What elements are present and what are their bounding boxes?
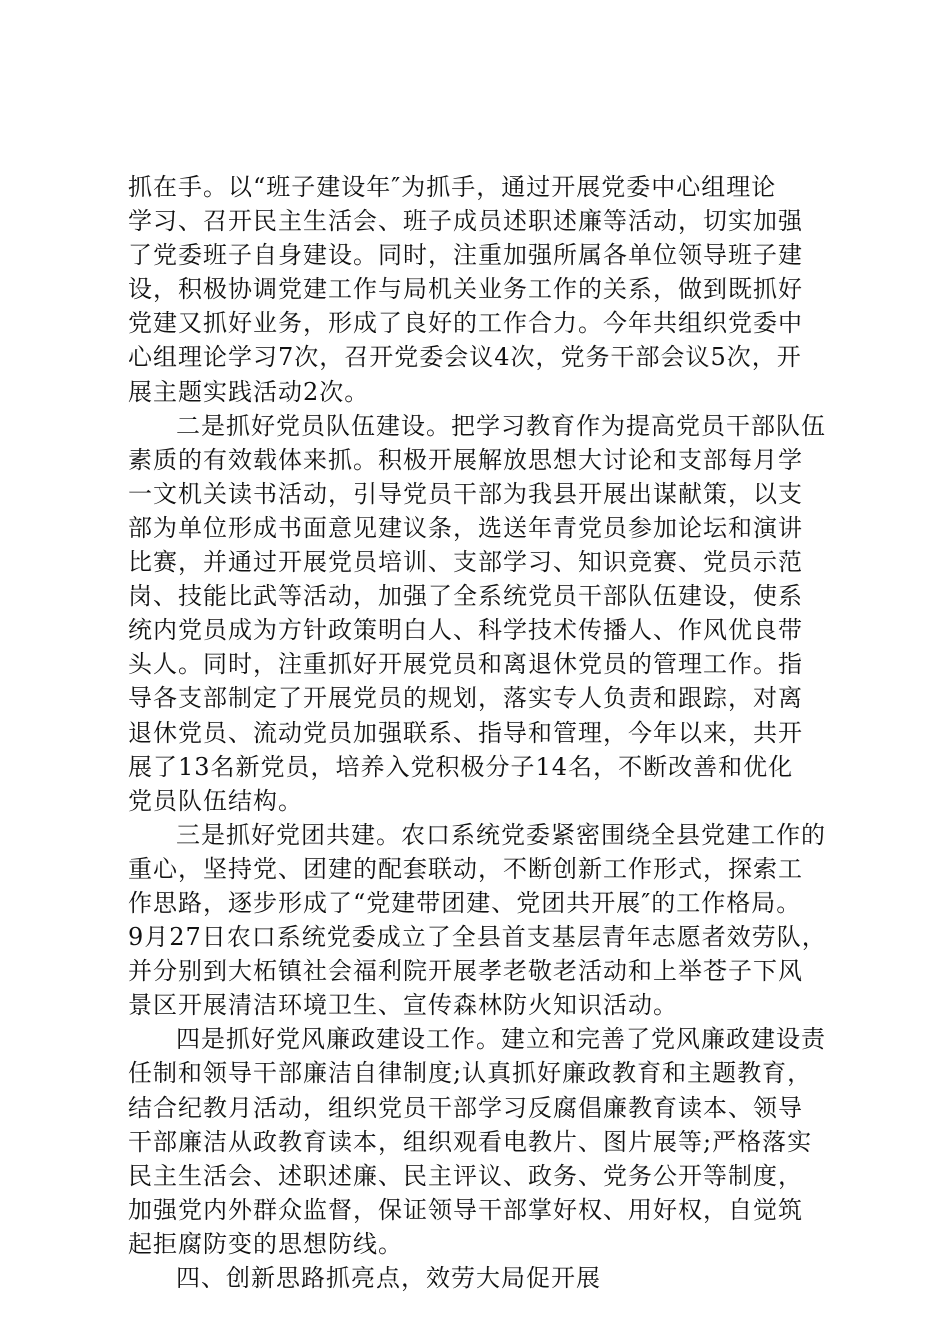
text-line: 素质的有效载体来抓。积极开展解放思想大讨论和支部每月学 — [128, 445, 803, 474]
body-text — [128, 170, 828, 1295]
text-line: 了党委班子自身建设。同时，注重加强所属各单位领导班子建 — [128, 241, 803, 270]
text-line: 结合纪教月活动，组织党员干部学习反腐倡廉教育读本、领导 — [128, 1093, 803, 1122]
text-line: 干部廉洁从政教育读本，组织观看电教片、图片展等;严格落实 — [128, 1127, 813, 1156]
text-line: 景区开展清洁环境卫生、宣传森林防火知识活动。 — [128, 991, 678, 1020]
text-line: 9月27日农口系统党委成立了全县首支基层青年志愿者效劳队， — [128, 923, 827, 952]
text-line: 导各支部制定了开展党员的规划，落实专人负责和跟踪，对离 — [128, 684, 803, 713]
text-line: 统内党员成为方针政策明白人、科学技术传播人、作风优良带 — [128, 616, 803, 645]
text-line: 一文机关读书活动，引导党员干部为我县开展出谋献策，以支 — [128, 479, 803, 508]
text-line: 设，积极协调党建工作与局机关业务工作的关系，做到既抓好 — [128, 275, 803, 304]
text-line: 任制和领导干部廉洁自律制度;认真抓好廉政教育和主题教育， — [128, 1059, 813, 1088]
text-line: 头人。同时，注重抓好开展党员和离退休党员的管理工作。指 — [128, 650, 803, 679]
text-line: 心组理论学习7次，召开党委会议4次，党务干部会议5次，开 — [128, 343, 802, 372]
text-line: 展了13名新党员，培养入党积极分子14名，不断改善和优化 — [128, 752, 794, 781]
text-line: 并分别到大柘镇社会福利院开展孝老敬老活动和上举苍子下风 — [128, 957, 803, 986]
text-line: 起拒腐防变的思想防线。 — [128, 1229, 403, 1258]
text-line: 民主生活会、述职述廉、民主评议、政务、党务公开等制度， — [128, 1161, 803, 1190]
text-line: 比赛，并通过开展党员培训、支部学习、知识竞赛、党员示范 — [128, 548, 803, 577]
text-line: 抓在手。以“班子建设年″为抓手，通过开展党委中心组理论 — [128, 173, 777, 201]
paragraph-start-line: 四是抓好党风廉政建设工作。建立和完善了党风廉政建设责 — [176, 1025, 826, 1054]
text-line: 退休党员、流动党员加强联系、指导和管理，今年以来，共开 — [128, 718, 803, 747]
text-line: 岗、技能比武等活动，加强了全系统党员干部队伍建设，使系 — [128, 582, 803, 611]
section-heading: 四、创新思路抓亮点，效劳大局促开展 — [176, 1264, 601, 1292]
text-line: 重心，坚持党、团建的配套联动，不断创新工作形式，探索工 — [128, 854, 803, 883]
text-line: 学习、召开民主生活会、班子成员述职述廉等活动，切实加强 — [128, 207, 803, 236]
text-line: 部为单位形成书面意见建议条，选送年青党员参加论坛和演讲 — [128, 513, 803, 542]
text-line: 作思路，逐步形成了“党建带团建、党团共开展″的工作格局。 — [128, 888, 802, 917]
text-line: 党建又抓好业务，形成了良好的工作合力。今年共组织党委中 — [128, 309, 803, 338]
paragraph-start-line: 三是抓好党团共建。农口系统党委紧密围绕全县党建工作的 — [176, 820, 826, 849]
text-line: 展主题实践活动2次。 — [128, 377, 370, 406]
text-line: 党员队伍结构。 — [128, 786, 303, 815]
text-line: 加强党内外群众监督，保证领导干部掌好权、用好权，自觉筑 — [128, 1195, 803, 1224]
paragraph-start-line: 二是抓好党员队伍建设。把学习教育作为提高党员干部队伍 — [176, 411, 826, 440]
